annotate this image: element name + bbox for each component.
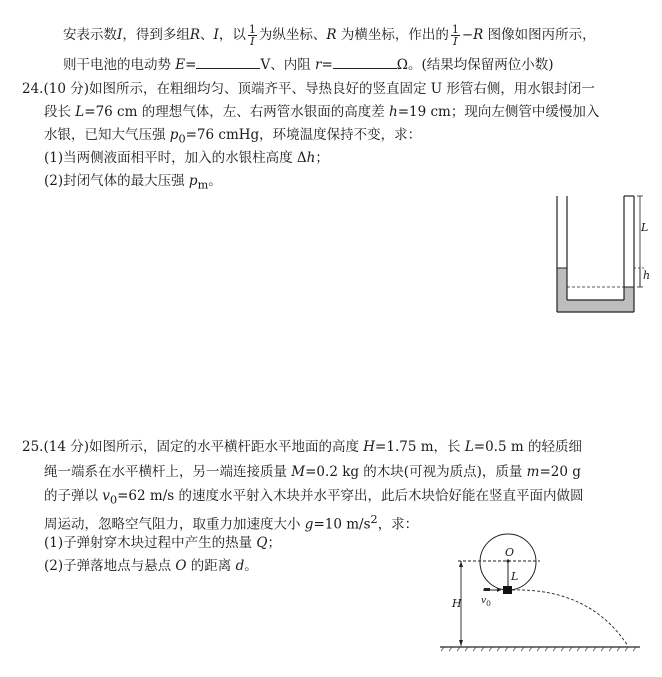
text: =0.2 kg 的木块(可视为质点)，质量: [305, 464, 527, 480]
text: ，以: [218, 27, 246, 43]
var-q: Q: [256, 535, 268, 551]
subscript: m: [197, 178, 209, 192]
text: 24.(10 分)如图所示，在粗细均匀、顶端齐平、导热良好的竖直固定 U 形管右侧，用水银封闭一: [22, 81, 595, 97]
text: ；: [267, 535, 281, 551]
var-small-r: r: [315, 57, 322, 73]
text: 为横坐标，作出的: [336, 27, 449, 43]
var-r: R: [326, 27, 337, 43]
text: =: [321, 57, 333, 73]
fig-label-v0: [481, 590, 491, 615]
var-h: h: [389, 104, 398, 120]
fig-label-h: h: [643, 269, 651, 282]
fig-label-o: O: [505, 546, 515, 559]
frac-num: 1: [451, 23, 459, 36]
text: 段长: [44, 104, 76, 120]
var-i: I: [213, 27, 219, 43]
fraction-1-over-i: [248, 24, 257, 47]
var-o: O: [175, 558, 187, 574]
text: 的子弹以: [44, 488, 103, 504]
subscript: 0: [109, 493, 118, 507]
var-m: M: [291, 464, 306, 480]
text: 的距离: [186, 558, 236, 574]
var-g: g: [304, 516, 314, 533]
var-d: d: [235, 558, 245, 574]
frac-num: 1: [248, 23, 256, 36]
var-v: v: [102, 488, 110, 504]
text: =76 cmHg，环境温度保持不变，求：: [185, 127, 422, 143]
text: ，求：: [377, 516, 419, 533]
text: 25.(14 分)如图所示，固定的水平横杆距水平地面的高度: [22, 439, 364, 455]
var-l: L: [75, 104, 85, 120]
var-h: H: [363, 439, 376, 455]
var-r: R: [189, 27, 201, 43]
text: (1)当两侧液面相平时，加入的水银柱高度 Δ: [44, 150, 307, 166]
q25-part-2: [44, 555, 258, 577]
text: 周运动，忽略空气阻力，取重力加速度大小: [44, 516, 305, 533]
subscript: 0: [178, 132, 186, 146]
text: 图像如图丙所示，: [483, 27, 596, 43]
text: 。: [244, 558, 258, 574]
var-h: h: [306, 150, 316, 166]
q25-part-1: [44, 532, 281, 554]
text: =62 m/s 的速度水平射入木块并水平穿出，此后木块恰好能在竖直平面内做圆: [117, 488, 584, 504]
text: (2)子弹落地点与悬点: [44, 558, 176, 574]
var-p: p: [169, 127, 179, 143]
q23-line-1: [63, 24, 596, 47]
fig-label-l: L: [641, 221, 649, 234]
fig-label-l: L: [511, 570, 519, 583]
text: V、内阻: [260, 57, 316, 73]
var-p: p: [188, 173, 198, 189]
text: =1.75 m，长: [375, 439, 465, 455]
frac-den: I: [453, 35, 458, 48]
text: ，得到多组: [122, 27, 190, 43]
text: 安表示数: [63, 27, 117, 43]
var-v: v: [481, 596, 487, 606]
text: =0.5 m 的轻质细: [473, 439, 582, 455]
text: 。: [208, 173, 222, 189]
text: 水银，已知大气压强: [44, 127, 170, 143]
text: 为纵坐标、: [258, 27, 327, 43]
fraction-1-over-i: [451, 24, 460, 47]
fig-label-h: H: [452, 597, 462, 610]
text: Ω。(结果均保留两位小数): [396, 57, 554, 73]
text: =19 cm；现向左侧管中缓慢加入: [397, 104, 600, 120]
answer-blank-r[interactable]: [333, 54, 397, 69]
text: =: [185, 57, 197, 73]
var-l: L: [464, 439, 474, 455]
var-small-m: m: [526, 464, 540, 480]
q25-line-3: [44, 485, 583, 512]
q23-line-2: [63, 54, 554, 76]
text: (1)子弹射穿木块过程中产生的热量: [44, 535, 257, 551]
text: 则干电池的电动势: [63, 57, 176, 73]
answer-blank-e[interactable]: [196, 54, 260, 69]
var-e: E: [175, 57, 186, 73]
text: 绳一端系在水平横杆上，另一端连接质量: [44, 464, 292, 480]
q25-line-2: [44, 461, 581, 483]
q24-line-2: [44, 101, 599, 123]
q24-part-2: [44, 170, 222, 197]
text: −: [461, 27, 474, 43]
text: =10 m/s: [313, 516, 371, 533]
var-i: I: [117, 27, 123, 43]
superscript: 2: [370, 513, 378, 526]
var-r: R: [473, 27, 484, 43]
text: =20 g: [539, 464, 581, 480]
text: (2)封闭气体的最大压强: [44, 173, 189, 189]
q24-part-1: [44, 147, 329, 169]
frac-den: I: [250, 35, 255, 48]
q24-line-1: [22, 78, 595, 100]
text: 、: [200, 27, 214, 43]
text: =76 cm 的理想气体，左、右两管水银面的高度差: [84, 104, 389, 120]
subscript: 0: [486, 598, 491, 608]
text: ；: [315, 150, 329, 166]
q25-line-1: [22, 436, 582, 458]
